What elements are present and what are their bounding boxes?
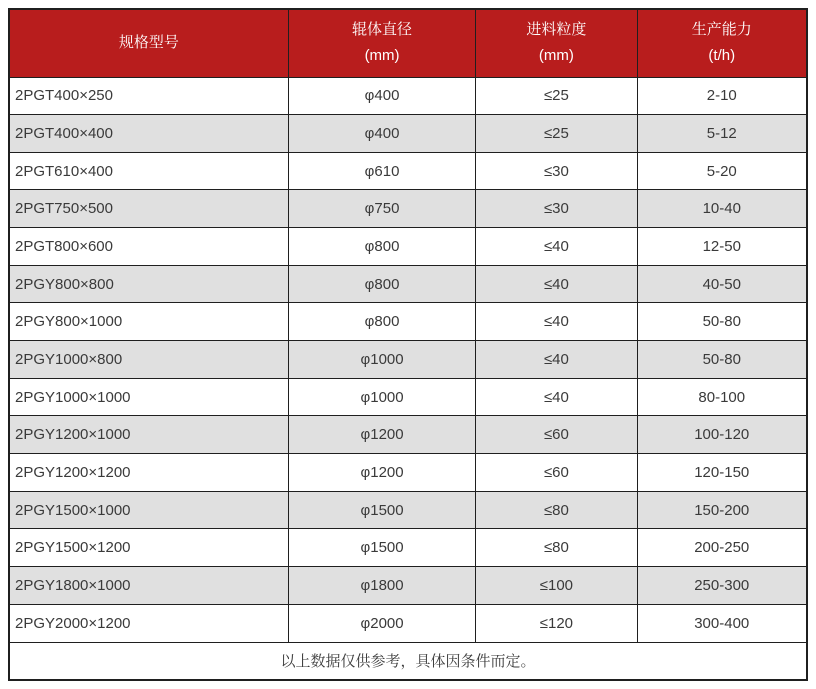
cell-model: 2PGT610×400: [9, 152, 288, 190]
cell-roller_diameter: φ1800: [288, 567, 476, 605]
cell-model: 2PGT750×500: [9, 190, 288, 228]
cell-roller_diameter: φ1200: [288, 454, 476, 492]
cell-feed_size: ≤25: [476, 77, 637, 115]
cell-roller_diameter: φ2000: [288, 604, 476, 642]
cell-capacity: 50-80: [637, 303, 807, 341]
cell-capacity: 250-300: [637, 567, 807, 605]
table-row: [9, 416, 807, 454]
cell-capacity: 100-120: [637, 416, 807, 454]
table-row: [9, 491, 807, 529]
column-header-1: [288, 9, 476, 77]
column-header-label: 辊体直径: [352, 21, 413, 39]
cell-feed_size: ≤120: [476, 604, 637, 642]
cell-model: 2PGY800×800: [9, 265, 288, 303]
specification-table: [8, 8, 808, 681]
cell-roller_diameter: φ800: [288, 303, 476, 341]
cell-model: 2PGY2000×1200: [9, 604, 288, 642]
cell-feed_size: ≤80: [476, 529, 637, 567]
table-row: [9, 454, 807, 492]
cell-model: 2PGY1200×1200: [9, 454, 288, 492]
column-header-0: [9, 9, 288, 77]
cell-roller_diameter: φ1500: [288, 529, 476, 567]
table-row: [9, 604, 807, 642]
cell-roller_diameter: φ1000: [288, 341, 476, 379]
footnote-text: 以上数据仅供参考，具体因条件而定。: [9, 642, 807, 680]
cell-roller_diameter: φ800: [288, 228, 476, 266]
cell-model: 2PGY1000×800: [9, 341, 288, 379]
cell-model: 2PGY1500×1200: [9, 529, 288, 567]
cell-model: 2PGT800×600: [9, 228, 288, 266]
cell-model: 2PGY1500×1000: [9, 491, 288, 529]
cell-feed_size: ≤40: [476, 228, 637, 266]
cell-roller_diameter: φ400: [288, 77, 476, 115]
column-header-unit: (t/h): [708, 47, 736, 65]
cell-feed_size: ≤40: [476, 303, 637, 341]
cell-feed_size: ≤40: [476, 265, 637, 303]
table-body: [9, 77, 807, 642]
cell-feed_size: ≤40: [476, 378, 637, 416]
cell-roller_diameter: φ800: [288, 265, 476, 303]
cell-feed_size: ≤30: [476, 152, 637, 190]
table-header-row: [9, 9, 807, 77]
column-header-3: [637, 9, 807, 77]
cell-capacity: 50-80: [637, 341, 807, 379]
table-row: [9, 152, 807, 190]
cell-roller_diameter: φ610: [288, 152, 476, 190]
table-row: [9, 303, 807, 341]
column-header-2: [476, 9, 637, 77]
cell-capacity: 80-100: [637, 378, 807, 416]
table-row: [9, 567, 807, 605]
column-header-unit: (mm): [538, 47, 574, 65]
cell-feed_size: ≤100: [476, 567, 637, 605]
cell-feed_size: ≤80: [476, 491, 637, 529]
table-header: [9, 9, 807, 77]
cell-feed_size: ≤25: [476, 115, 637, 153]
cell-roller_diameter: φ1500: [288, 491, 476, 529]
cell-roller_diameter: φ1000: [288, 378, 476, 416]
cell-roller_diameter: φ750: [288, 190, 476, 228]
cell-roller_diameter: φ1200: [288, 416, 476, 454]
cell-capacity: 40-50: [637, 265, 807, 303]
cell-model: 2PGY1200×1000: [9, 416, 288, 454]
cell-capacity: 300-400: [637, 604, 807, 642]
cell-feed_size: ≤30: [476, 190, 637, 228]
cell-capacity: 12-50: [637, 228, 807, 266]
column-header-label: 生产能力: [691, 21, 752, 39]
cell-feed_size: ≤40: [476, 341, 637, 379]
column-header-label: 规格型号: [118, 34, 179, 52]
cell-capacity: 5-12: [637, 115, 807, 153]
cell-roller_diameter: φ400: [288, 115, 476, 153]
table-row: [9, 228, 807, 266]
cell-capacity: 150-200: [637, 491, 807, 529]
cell-capacity: 10-40: [637, 190, 807, 228]
cell-model: 2PGY1000×1000: [9, 378, 288, 416]
cell-feed_size: ≤60: [476, 416, 637, 454]
table-row: [9, 77, 807, 115]
column-header-label: 进料粒度: [526, 21, 587, 39]
cell-capacity: 120-150: [637, 454, 807, 492]
table-footer: [9, 642, 807, 680]
cell-capacity: 5-20: [637, 152, 807, 190]
table-row: [9, 265, 807, 303]
cell-capacity: 2-10: [637, 77, 807, 115]
cell-model: 2PGY800×1000: [9, 303, 288, 341]
cell-model: 2PGY1800×1000: [9, 567, 288, 605]
column-header-unit: (mm): [364, 47, 400, 65]
table-row: [9, 341, 807, 379]
table-row: [9, 115, 807, 153]
cell-capacity: 200-250: [637, 529, 807, 567]
table-row: [9, 190, 807, 228]
cell-model: 2PGT400×400: [9, 115, 288, 153]
table-row: [9, 378, 807, 416]
cell-model: 2PGT400×250: [9, 77, 288, 115]
table-row: [9, 529, 807, 567]
cell-feed_size: ≤60: [476, 454, 637, 492]
footnote-row: [9, 642, 807, 680]
